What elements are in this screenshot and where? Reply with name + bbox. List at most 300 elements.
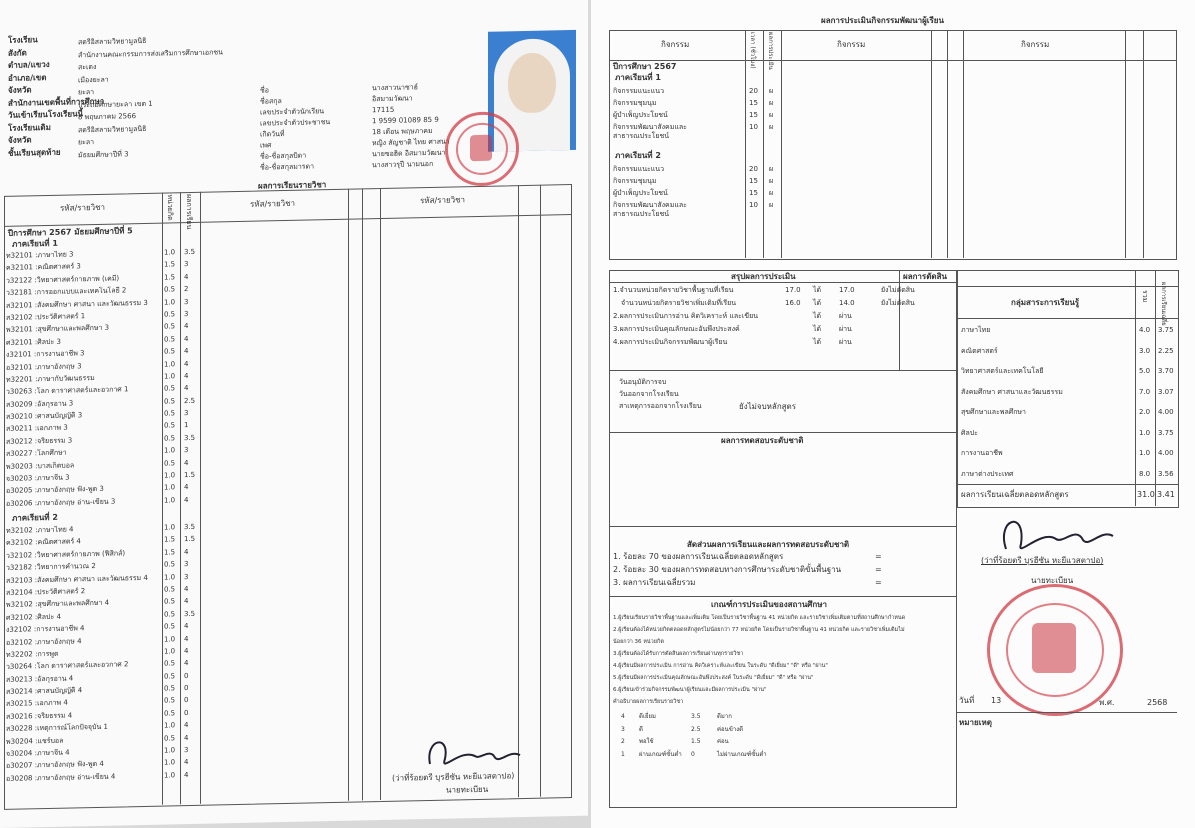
grade-scale-row bbox=[621, 750, 821, 763]
col-subject-1: รหัส/รายวิชา bbox=[60, 202, 106, 213]
group-avg: 4.00 bbox=[1158, 449, 1174, 457]
transcript-page-back: ผลการประเมินกิจกรรมพัฒนาผู้เรียน กิจกรรม กิจกรรม กิจกรรม เวลา (ชั่วโมง) ผลการประเมิน ปีการศึกษา 2567 ภาคเรียนที่ 1 กิจกรรมแนะแนว 20 ผ กิจกรรมชุมนุม 15 ผ ผู้บำเพ็ญประโยชน์ 15 ผ กิจกรรมพัฒนาสังคมและสาธารณประโยชน์ 10 ผ ภาคเรียนที่ 2 กิจกรรมแนะแนว 20 ผ กิจกรรมชุมนุม 15 ผ ผู้บำเพ็ญประโยชน์ 15 ผ กิจกรรมพัฒนาสังคมและสาธารณประโยชน์ 10 ผ สรุปผลการประเมิน ผลการตัดสิน 1.จำนวนหน่วยกิตรายวิชาพื้นฐานที่เรียน 17.0 ได้ 17.0 ยังไม่ตัดสิน จำนวนหน่วยกิตรายวิชาเพิ่มเติมที่เรียน 16.0 ได้ 14.0 ยังไม่ตัดสิน 2.ผลการประเมินการอ่าน คิดวิเคราะห์ และเขียน ได้ ผ่าน 3.ผลการประเมินคุณลักษณะอันพึงประสงค์ ได้ ผ่าน 4.ผลการประเมินกิจกรรมพัฒนาผู้เรียน ได้ ผ่าน วันอนุมัติการจบ วันออกจากโรงเรียน สาเหตุการออกจากโรงเรียน ยังไม่จบหลักสูตร ผลการทดสอบระดับชาติ สัดส่วนผลการเรียนและผลการทดสอบระดับชาติ 1. ร้อยละ 70 ของผลการเรียนเฉลี่ยตลอดหลักสูตร = 2. ร้อยละ 30 ของผลการทดสอบทางการศึกษาระดับชาติขั้นพื้นฐาน = 3. ผลการเรียนเฉลี่ยรวม = เกณฑ์การประเมินของสถานศึกษา 1.ผู้เรียนเรียนรายวิชาพื้นฐานและเพิ่มเติม โดยเป็นรายวิชาพื้นฐาน 41 หน่วยกิต และรายวิชาเพิ่มเติมตามที่สถานศึกษากำหนด 2.ผู้เรียนต้องได้หน่วยกิตตลอดหลักสูตรไม่น้อยกว่า 77 หน่วยกิต โดยเป็นรายวิชาพื้นฐาน 41 หน่วยกิต และรายวิชาเพิ่มเติมไม่ น้อยกว่า 36 หน่วยกิต 3.ผู้เรียนต้องได้รับการตัดสินผลการเรียนผ่านทุกรายวิชา 4.ผู้เรียนมีผลการประเมิน การอ่าน คิดวิเคราะห์และเขียน ในระดับ "ดีเยี่ยม" "ดี" หรือ "ผ่าน" 5.ผู้เรียนมีผลการประเมินคุณลักษณะอันพึงประสงค์ ในระดับ "ดีเยี่ยม" "ดี" หรือ "ผ่าน" 6.ผู้เรียนเข้าร่วมกิจกรรมพัฒนาผู้เรียนและมีผลการประเมิน "ผ่าน" คำอธิบายผลการเรียนรายวิชา 4 ดีเยี่ยม 3.5 ดีมาก 3 ดี 2.5 ค่อนข้างดี 2 พอใช้ 1.5 ค่อน 1 ผ่านเกณฑ์ขั้นต่ำ 0 ไม่ผ่านเกณฑ์ขั้นต่ำ กลุ่มสาระการเรียนรู้ รวม ผลการเรียนเฉลี่ย ภาษาไทย 4.0 3.75 คณิตศาสตร์ 3.0 2.25 วิทยาศาสตร์และเทคโนโลยี 5.0 3.70 สังคมศึกษา ศาสนาและวัฒนธรรม 7.0 3.07 สุขศึกษาและพลศึกษา 2.0 4.00 ศิลปะ 1.0 3.75 การงานอาชีพ 1.0 4.00 ภาษาต่างประเทศ 8.0 3.56 ผลการเรียนเฉลี่ยตลอดหลักสูตร 31.0 3.41 (ว่าที่ร้อยตรี บุรฮีซัน หะยีแวสตาปอ) นายทะเบียน วันที่ 13 พ.ศ. 2568 หมายเหตุ bbox=[591, 0, 1195, 828]
subject-name: อ32102 :ภาษาอังกฤษ 4 bbox=[6, 636, 82, 647]
subject-grade: 4 bbox=[184, 495, 189, 504]
col-subject-2: รหัส/รายวิชา bbox=[250, 198, 296, 209]
summary-cell: จำนวนหน่วยกิตรายวิชาเพิ่มเติมที่เรียน bbox=[621, 299, 736, 307]
summary-cell: ได้ bbox=[813, 312, 822, 320]
group-name: การงานอาชีพ bbox=[961, 449, 1003, 457]
activity-row bbox=[613, 176, 783, 188]
student-info-label: ชื่อสกุล bbox=[260, 97, 282, 106]
subject-credit: 0.5 bbox=[164, 684, 176, 693]
criteria-line: 6.ผู้เรียนเข้าร่วมกิจกรรมพัฒนาผู้เรียนและมีผลการประเมิน "ผ่าน" bbox=[613, 687, 767, 693]
school-info-value: ยะลา bbox=[78, 138, 95, 147]
results-title: ผลการเรียนรายวิชา bbox=[258, 180, 327, 191]
subject-grade: 3.5 bbox=[184, 433, 196, 443]
summary-cell: 1.จำนวนหน่วยกิตรายวิชาพื้นฐานที่เรียน bbox=[613, 286, 734, 294]
groups-rows bbox=[961, 322, 1175, 486]
summary-cell: 14.0 bbox=[839, 299, 855, 307]
criteria-line: น้อยกว่า 36 หน่วยกิต bbox=[613, 639, 664, 645]
grade-scale-cell: 3.5 bbox=[691, 713, 701, 720]
subject-credit: 0.5 bbox=[164, 659, 176, 668]
subject-credit: 1.0 bbox=[164, 721, 176, 730]
student-info-labels bbox=[260, 85, 330, 174]
grade-scale bbox=[621, 712, 821, 762]
activity-year: ปีการศึกษา 2567 bbox=[613, 62, 677, 71]
summary-row bbox=[613, 286, 953, 299]
year-heading: ปีการศึกษา 2567 มัธยมศึกษาปีที่ 5 bbox=[8, 226, 133, 238]
summary-title: สรุปผลการประเมิน bbox=[731, 272, 796, 281]
subject-credit: 1.0 bbox=[164, 746, 176, 755]
school-info-value: มัธยมศึกษาปีที่ 3 bbox=[78, 149, 129, 159]
subject-credit: 1.0 bbox=[164, 446, 176, 455]
subject-grade: 4 bbox=[184, 770, 189, 779]
subject-grade: 4 bbox=[184, 646, 189, 656]
subject-credit: 1.0 bbox=[164, 572, 176, 582]
summary-row bbox=[613, 325, 953, 338]
subject-grade: 3.5 bbox=[184, 247, 196, 257]
activity-name: กิจกรรมชุมนุม bbox=[613, 99, 657, 107]
subject-grade: 4 bbox=[184, 322, 189, 331]
subject-grade: 4 bbox=[184, 483, 189, 492]
group-row bbox=[961, 425, 1175, 446]
student-info-value: อิสมามวัฒนา bbox=[372, 94, 413, 104]
date-label: วันที่ bbox=[959, 696, 975, 705]
group-name: ภาษาต่างประเทศ bbox=[961, 469, 1014, 478]
group-avg: 3.75 bbox=[1158, 326, 1174, 334]
subject-credit: 0.5 bbox=[164, 421, 176, 431]
subject-grade: 4 bbox=[184, 721, 189, 730]
activity-hours: 20 bbox=[749, 165, 758, 173]
subject-grade: 4 bbox=[184, 622, 189, 631]
summary-row bbox=[613, 338, 953, 351]
school-info-label: วันเข้าเรียนโรงเรียนนี้ bbox=[8, 109, 83, 120]
subject-name: อ30207 :ภาษาอังกฤษ ฟัง-พูด 4 bbox=[6, 760, 104, 771]
summary-cell: ได้ bbox=[813, 299, 822, 307]
subject-name: ท32101 :ภาษาไทย 3 bbox=[6, 250, 74, 260]
subject-credit: 0.5 bbox=[164, 434, 176, 443]
summary-cell: 4.ผลการประเมินกิจกรรมพัฒนาผู้เรียน bbox=[613, 338, 728, 346]
subject-name: ส30213 :อัลกุรอาน 4 bbox=[6, 674, 74, 684]
subject-name: ส30211 :เอกภาพ 3 bbox=[6, 424, 68, 434]
student-info-values bbox=[372, 83, 450, 173]
student-info-label: เลขประจำตัวประชาชน bbox=[260, 118, 331, 128]
group-credit: 1.0 bbox=[1139, 449, 1151, 457]
subject-grade: 1.5 bbox=[184, 535, 196, 544]
term2-heading: ภาคเรียนที่ 2 bbox=[12, 512, 58, 523]
summary-cell: 17.0 bbox=[839, 286, 855, 294]
criteria-line: 2.ผู้เรียนต้องได้หน่วยกิตตลอดหลักสูตรไม่น้อยกว่า 77 หน่วยกิต โดยเป็นรายวิชาพื้นฐาน 41 หน่วยกิต และรายวิชาเพิ่มเติมไม่ bbox=[613, 627, 905, 633]
subject-name: ท32201 :ภาษากับวัฒนธรรม bbox=[6, 373, 95, 384]
group-name: ศิลปะ bbox=[961, 428, 978, 437]
subject-credit: 0.5 bbox=[164, 610, 176, 619]
subject-name: พ30203 :บาสเก็ตบอล bbox=[6, 461, 75, 471]
student-info-value: นางสาวนาซาฮ์ bbox=[372, 83, 418, 93]
subject-credit: 1.5 bbox=[164, 273, 176, 282]
subject-grade: 0 bbox=[184, 684, 189, 693]
subjects-term1 bbox=[6, 247, 204, 511]
activities-term2 bbox=[613, 164, 783, 222]
subject-name: ส30215 :เอกภาพ 4 bbox=[6, 699, 68, 709]
grade-scale-row bbox=[621, 737, 821, 750]
leave-reason: ยังไม่จบหลักสูตร bbox=[739, 402, 797, 411]
activity-name: กิจกรรมพัฒนาสังคมและสาธารณประโยชน์ bbox=[613, 123, 687, 140]
grade-scale-cell: 0 bbox=[691, 750, 695, 758]
school-info-value: สตรีอิสลามวิทยามูลนิธิ bbox=[78, 124, 147, 134]
subject-credit: 0.5 bbox=[164, 322, 176, 331]
subject-credit: 0.5 bbox=[164, 597, 176, 606]
subject-grade: 4 bbox=[184, 458, 189, 467]
activity-hours: 15 bbox=[749, 189, 758, 197]
group-row bbox=[961, 466, 1175, 487]
activity-name: ผู้บำเพ็ญประโยชน์ bbox=[613, 111, 668, 119]
subject-grade: 3 bbox=[184, 310, 189, 319]
activity-result: ผ bbox=[769, 177, 774, 185]
grade-scale-cell: ไม่ผ่านเกณฑ์ขั้นต่ำ bbox=[717, 750, 767, 758]
group-avg: 2.25 bbox=[1158, 346, 1174, 355]
group-credit: 7.0 bbox=[1139, 387, 1151, 396]
subject-name: ส32104 :ประวัติศาสตร์ 2 bbox=[6, 587, 86, 597]
subject-credit: 0.5 bbox=[164, 672, 176, 681]
term1-heading: ภาคเรียนที่ 1 bbox=[12, 238, 58, 249]
subject-grade: 3 bbox=[184, 409, 189, 418]
registrar-name: (ว่าที่ร้อยตรี บุรฮีซัน หะยีแวสตาปอ) bbox=[392, 771, 515, 783]
activity-term1: ภาคเรียนที่ 1 bbox=[615, 73, 661, 82]
activity-hours: 15 bbox=[749, 99, 758, 107]
registrar-signature-2 bbox=[991, 504, 1121, 564]
summary-rows bbox=[613, 286, 953, 351]
subject-credit: 1.5 bbox=[164, 535, 176, 544]
subject-credit: 1.5 bbox=[164, 548, 176, 557]
student-info-label: ชื่อ-ชื่อสกุลมารดา bbox=[260, 162, 315, 172]
school-info-label: โรงเรียน bbox=[8, 35, 38, 45]
subject-name: ส32102 :ประวัติศาสตร์ 1 bbox=[6, 312, 86, 322]
subject-name: ท32202 :การพูด bbox=[6, 649, 59, 659]
subject-grade: 0 bbox=[184, 708, 189, 718]
group-name: สุขศึกษาและพลศึกษา bbox=[961, 408, 1026, 416]
subject-credit: 1.0 bbox=[164, 297, 176, 307]
activity-row bbox=[613, 164, 783, 176]
subject-credit: 0.5 bbox=[164, 397, 176, 406]
activity-row bbox=[613, 200, 783, 222]
group-avg: 3.07 bbox=[1158, 387, 1174, 396]
subject-credit: 0.5 bbox=[164, 560, 176, 569]
summary-cell: ยังไม่ตัดสิน bbox=[881, 299, 915, 307]
approval-line: วันออกจากโรงเรียน bbox=[619, 390, 679, 398]
ratio-text: 2. ร้อยละ 30 ของผลการทดสอบทางการศึกษาระดับชาติขั้นพื้นฐาน bbox=[613, 565, 842, 574]
subject-credit: 1.0 bbox=[164, 634, 176, 644]
col-grade: ผลการเรียน bbox=[185, 193, 193, 230]
subject-name: ว30263 :โลก ดาราศาสตร์และอวกาศ 1 bbox=[6, 385, 129, 397]
subject-name: จ30203 :ภาษาจีน 3 bbox=[6, 473, 70, 483]
criteria-line: คำอธิบายผลการเรียนรายวิชา bbox=[613, 699, 684, 705]
groups-title: กลุ่มสาระการเรียนรู้ bbox=[1011, 298, 1080, 307]
subject-grade: 3 bbox=[184, 297, 189, 306]
student-info-value: นายซอฮิด อิสมามวัฒนา bbox=[372, 148, 446, 159]
subject-credit: 0.5 bbox=[164, 347, 176, 356]
school-info-label: อำเภอ/เขต bbox=[8, 72, 47, 83]
transcript-page-front bbox=[0, 0, 588, 828]
activity-name: ผู้บำเพ็ญประโยชน์ bbox=[613, 189, 668, 197]
group-credit: 8.0 bbox=[1139, 469, 1151, 478]
subject-name: อ30205 :ภาษาอังกฤษ ฟัง-พูด 3 bbox=[6, 485, 104, 496]
subject-grade: 4 bbox=[184, 547, 189, 556]
criteria-line: 5.ผู้เรียนมีผลการประเมินคุณลักษณะอันพึงประสงค์ ในระดับ "ดีเยี่ยม" "ดี" หรือ "ผ่าน" bbox=[613, 675, 814, 681]
summary-cell: 16.0 bbox=[785, 299, 801, 307]
criteria-line: 3.ผู้เรียนต้องได้รับการตัดสินผลการเรียนผ่านทุกรายวิชา bbox=[613, 651, 744, 657]
subject-name: พ32102 :สุขศึกษาและพลศึกษา 4 bbox=[6, 599, 110, 610]
subject-credit: 1.0 bbox=[164, 647, 176, 656]
subject-name: ว32181 :การออกแบบและเทคโนโลยี 2 bbox=[6, 286, 127, 298]
remarks-label: หมายเหตุ bbox=[959, 718, 992, 727]
subject-grade: 4 bbox=[184, 371, 189, 381]
subject-grade: 2 bbox=[184, 285, 189, 294]
subject-grade: 0 bbox=[184, 696, 189, 705]
school-info-values bbox=[78, 35, 223, 163]
criteria-title: เกณฑ์การประเมินของสถานศึกษา bbox=[711, 600, 827, 609]
activity-name: กิจกรรมชุมนุม bbox=[613, 177, 657, 185]
group-row bbox=[961, 322, 1175, 343]
group-row bbox=[961, 445, 1175, 466]
subject-credit: 0.5 bbox=[164, 733, 176, 743]
student-info-label: เลขประจำตัวนักเรียน bbox=[260, 107, 325, 117]
ratio-text: 3. ผลการเรียนเฉลี่ยรวม bbox=[613, 578, 696, 587]
subject-grade: 3.5 bbox=[184, 522, 196, 532]
subject-grade: 3 bbox=[184, 572, 189, 581]
ratio-equals: = bbox=[875, 578, 882, 587]
ratio-text: 1. ร้อยละ 70 ของผลการเรียนเฉลี่ยตลอดหลักสูตร bbox=[613, 552, 784, 561]
subject-name: ค32101 :คณิตศาสตร์ 3 bbox=[6, 262, 81, 273]
activities-table bbox=[609, 30, 1177, 260]
subject-credit: 1.0 bbox=[164, 248, 176, 257]
registrar-role-2: นายทะเบียน bbox=[1031, 576, 1074, 585]
subject-credit: 0.5 bbox=[164, 335, 176, 344]
subject-credit: 0.5 bbox=[164, 458, 176, 468]
subject-name: จ30204 :ภาษาจีน 4 bbox=[6, 748, 70, 758]
student-info-label: ชื่อ-ชื่อสกุลบิดา bbox=[260, 151, 307, 161]
subject-name: ศ32102 :ศิลปะ 4 bbox=[6, 612, 61, 622]
summary-cell: 2.ผลการประเมินการอ่าน คิดวิเคราะห์ และเขียน bbox=[613, 312, 758, 320]
activity-result: ผ bbox=[769, 189, 774, 197]
group-avg: 3.70 bbox=[1158, 367, 1174, 375]
col-hours: เวลา (ชั่วโมง) bbox=[749, 32, 756, 69]
subject-grade: 4 bbox=[184, 384, 189, 393]
subject-credit: 1.0 bbox=[164, 483, 176, 492]
activity-hours: 15 bbox=[749, 111, 758, 119]
grade-scale-cell: 1.5 bbox=[691, 738, 701, 745]
subject-name: ส30210 :ศาสนบัญญัติ 3 bbox=[6, 411, 83, 421]
activities-term1 bbox=[613, 86, 783, 144]
activity-row bbox=[613, 86, 783, 98]
school-info-value: สำนักงานคณะกรรมการส่งเสริมการศึกษาเอกชน bbox=[78, 47, 223, 59]
group-credit: 1.0 bbox=[1139, 428, 1151, 437]
activity-name: กิจกรรมแนะแนว bbox=[613, 87, 664, 95]
subject-name: ส32101 :สังคมศึกษา ศาสนา และวัฒนธรรม 3 bbox=[6, 298, 148, 310]
ratio-rows bbox=[613, 552, 943, 591]
school-info-label: สังกัด bbox=[8, 47, 27, 58]
group-avg: 3.75 bbox=[1158, 428, 1174, 437]
summary-cell: ได้ bbox=[813, 286, 822, 294]
group-credit: 3.0 bbox=[1139, 346, 1151, 355]
subject-grade: 4 bbox=[184, 733, 189, 742]
grade-scale-cell: 1 bbox=[621, 750, 625, 758]
date-era: พ.ศ. bbox=[1099, 698, 1115, 707]
subject-grade: 0 bbox=[184, 671, 189, 680]
subject-credit: 1.0 bbox=[164, 471, 176, 480]
approval-info bbox=[619, 378, 702, 414]
activity-name: กิจกรรมแนะแนว bbox=[613, 165, 664, 173]
activity-term2: ภาคเรียนที่ 2 bbox=[615, 151, 661, 160]
subject-grade: 3 bbox=[184, 560, 189, 569]
grade-scale-cell: 3 bbox=[621, 725, 625, 733]
summary-cell: ผ่าน bbox=[839, 325, 852, 333]
col-subject-3: รหัส/รายวิชา bbox=[420, 195, 466, 206]
groups-col-credit: รวม bbox=[1141, 290, 1149, 303]
subject-name: ส30216 :จริยธรรม 4 bbox=[6, 711, 73, 721]
subject-credit: 0.5 bbox=[164, 622, 176, 631]
activity-row bbox=[613, 188, 783, 200]
ratio-equals: = bbox=[875, 552, 882, 561]
grade-scale-cell: ค่อน bbox=[717, 738, 729, 745]
subject-name: ส30228 :เหตุการณ์โลกปัจจุบัน 1 bbox=[6, 722, 108, 734]
school-info-value: ประถมศึกษายะลา เขต 1 bbox=[78, 99, 153, 109]
subject-grade: 3 bbox=[184, 260, 189, 269]
summary-row bbox=[613, 299, 953, 312]
grade-scale-cell: ผ่านเกณฑ์ขั้นต่ำ bbox=[639, 750, 682, 758]
student-info-label: เกิดวันที่ bbox=[260, 130, 285, 139]
group-row bbox=[961, 404, 1175, 425]
ratio-row bbox=[613, 578, 943, 591]
subject-grade: 4 bbox=[184, 634, 189, 643]
subject-grade: 4 bbox=[184, 585, 189, 594]
school-info-label: ชั้นเรียนสุดท้าย bbox=[8, 147, 61, 158]
col-activity-1: กิจกรรม bbox=[661, 40, 690, 49]
grade-scale-row bbox=[621, 712, 821, 725]
summary-cell: ยังไม่ตัดสิน bbox=[881, 286, 915, 294]
summary-cell: 3.ผลการประเมินคุณลักษณะอันพึงประสงค์ bbox=[613, 325, 740, 333]
subject-name: อ30206 :ภาษาอังกฤษ อ่าน-เขียน 3 bbox=[6, 497, 116, 508]
subject-grade: 1 bbox=[184, 421, 189, 430]
date-day: 13 bbox=[991, 696, 1002, 705]
subject-grade: 3 bbox=[184, 746, 189, 755]
group-name: คณิตศาสตร์ bbox=[961, 346, 998, 355]
subject-name: อ30208 :ภาษาอังกฤษ อ่าน-เขียน 4 bbox=[6, 772, 116, 783]
summary-row bbox=[613, 312, 953, 325]
school-info-label: จังหวัด bbox=[8, 85, 32, 95]
school-info-value: 8 พฤษภาคม 2566 bbox=[78, 112, 137, 122]
school-seal bbox=[445, 111, 519, 187]
subject-credit: 1.0 bbox=[164, 496, 176, 505]
grade-scale-row bbox=[621, 725, 821, 738]
activity-result: ผ bbox=[769, 201, 774, 209]
subject-name: ค32102 :คณิตศาสตร์ 4 bbox=[6, 537, 81, 548]
subject-grade: 2.5 bbox=[184, 396, 196, 405]
date-year: 2568 bbox=[1147, 698, 1168, 707]
approval-line: สาเหตุการออกจากโรงเรียน bbox=[619, 402, 702, 410]
school-info-label: สำนักงานเขตพื้นที่การศึกษา bbox=[8, 96, 105, 108]
student-info-value: 1 9599 01089 85 9 bbox=[372, 115, 439, 126]
activity-hours: 10 bbox=[749, 201, 758, 209]
subject-credit: 0.5 bbox=[164, 310, 176, 319]
school-info-label: จังหวัด bbox=[8, 135, 32, 145]
activities-title: ผลการประเมินกิจกรรมพัฒนาผู้เรียน bbox=[821, 16, 944, 25]
activity-row bbox=[613, 110, 783, 122]
school-info-value: ยะลา bbox=[78, 88, 95, 97]
grade-scale-cell: 2 bbox=[621, 738, 625, 745]
school-info-value: สตรีอิสลามวิทยามูลนิธิ bbox=[78, 36, 147, 47]
subject-name: ส30214 :ศาสนบัญญัติ 4 bbox=[6, 686, 83, 696]
subject-name: พ30204 :แชร์บอล bbox=[6, 736, 64, 746]
subject-credit: 1.0 bbox=[164, 359, 176, 369]
group-row bbox=[961, 363, 1175, 384]
col-activity-2: กิจกรรม bbox=[837, 40, 866, 49]
groups-col-avg: ผลการเรียนเฉลี่ย bbox=[1160, 282, 1167, 326]
group-row bbox=[961, 384, 1175, 405]
school-info-value: เมืองยะลา bbox=[78, 75, 109, 84]
subject-grade: 1.5 bbox=[184, 470, 196, 480]
school-info-value: สะเตง bbox=[78, 62, 97, 72]
activity-name: กิจกรรมพัฒนาสังคมและสาธารณประโยชน์ bbox=[613, 201, 687, 218]
grade-scale-cell: ดีเยี่ยม bbox=[639, 713, 656, 720]
summary-cell: ได้ bbox=[813, 325, 822, 333]
grade-scale-cell: ค่อนข้างดี bbox=[717, 725, 744, 733]
subject-credit: 0.5 bbox=[164, 384, 176, 393]
group-credit: 5.0 bbox=[1139, 367, 1151, 375]
subject-name: ว32122 :วิทยาศาสตร์กายภาพ (เคมี) bbox=[6, 274, 120, 285]
summary-cell: ผ่าน bbox=[839, 312, 852, 320]
criteria-line: 1.ผู้เรียนเรียนรายวิชาพื้นฐานและเพิ่มเติม โดยเป็นรายวิชาพื้นฐาน 41 หน่วยกิต และรายวิชาเพิ่มเติมตามที่สถานศึกษากำหนด bbox=[613, 615, 906, 621]
summary-cell: ผ่าน bbox=[839, 338, 852, 346]
subject-grade: 4 bbox=[184, 597, 189, 606]
group-name: ภาษาไทย bbox=[961, 326, 991, 334]
criteria-rows bbox=[613, 614, 953, 710]
col-result: ผลการประเมิน bbox=[767, 32, 774, 70]
subject-grade: 4 bbox=[184, 334, 189, 343]
grade-scale-cell: พอใช้ bbox=[639, 738, 654, 745]
grade-scale-cell: 2.5 bbox=[691, 725, 701, 733]
registrar-role: นายทะเบียน bbox=[446, 784, 489, 795]
approval-line: วันอนุมัติการจบ bbox=[619, 378, 667, 386]
subject-name: ศ32101 :ศิลปะ 3 bbox=[6, 337, 61, 347]
subject-name: ง32102 :การงานอาชีพ 4 bbox=[6, 624, 85, 634]
activity-hours: 20 bbox=[749, 87, 758, 95]
col-activity-3: กิจกรรม bbox=[1021, 40, 1050, 49]
student-info-label: ชื่อ bbox=[260, 86, 269, 95]
subject-name: ท32102 :ภาษาไทย 4 bbox=[6, 525, 74, 535]
activity-row bbox=[613, 122, 783, 144]
activity-hours: 15 bbox=[749, 177, 758, 185]
subject-name: อ32101 :ภาษาอังกฤษ 3 bbox=[6, 361, 82, 372]
subject-grade: 4 bbox=[184, 347, 189, 356]
school-info-label: ตำบล/แขวง bbox=[8, 59, 50, 70]
school-seal-2 bbox=[987, 584, 1123, 716]
grade-scale-cell: ดี bbox=[639, 725, 643, 733]
subject-name: ว32102 :วิทยาศาสตร์กายภาพ (ฟิสิกส์) bbox=[6, 549, 126, 560]
subject-credit: 1.0 bbox=[164, 771, 176, 780]
ratio-equals: = bbox=[875, 565, 882, 574]
activity-result: ผ bbox=[769, 123, 774, 131]
ratio-row bbox=[613, 552, 943, 565]
activity-hours: 10 bbox=[749, 123, 758, 131]
subject-credit: 0.5 bbox=[164, 409, 176, 418]
subjects-term2 bbox=[6, 522, 204, 786]
grade-scale-cell: ดีมาก bbox=[717, 713, 732, 720]
subject-credit: 0.5 bbox=[164, 285, 176, 294]
group-credit: 4.0 bbox=[1139, 326, 1151, 334]
registrar-name-2: (ว่าที่ร้อยตรี บุรฮีซัน หะยีแวสตาปอ) bbox=[981, 556, 1104, 565]
criteria-line: 4.ผู้เรียนมีผลการประเมิน การอ่าน คิดวิเคราะห์และเขียน ในระดับ "ดีเยี่ยม" "ดี" หรือ "ผ่าน" bbox=[613, 663, 828, 669]
subject-credit: 1.0 bbox=[164, 523, 176, 532]
